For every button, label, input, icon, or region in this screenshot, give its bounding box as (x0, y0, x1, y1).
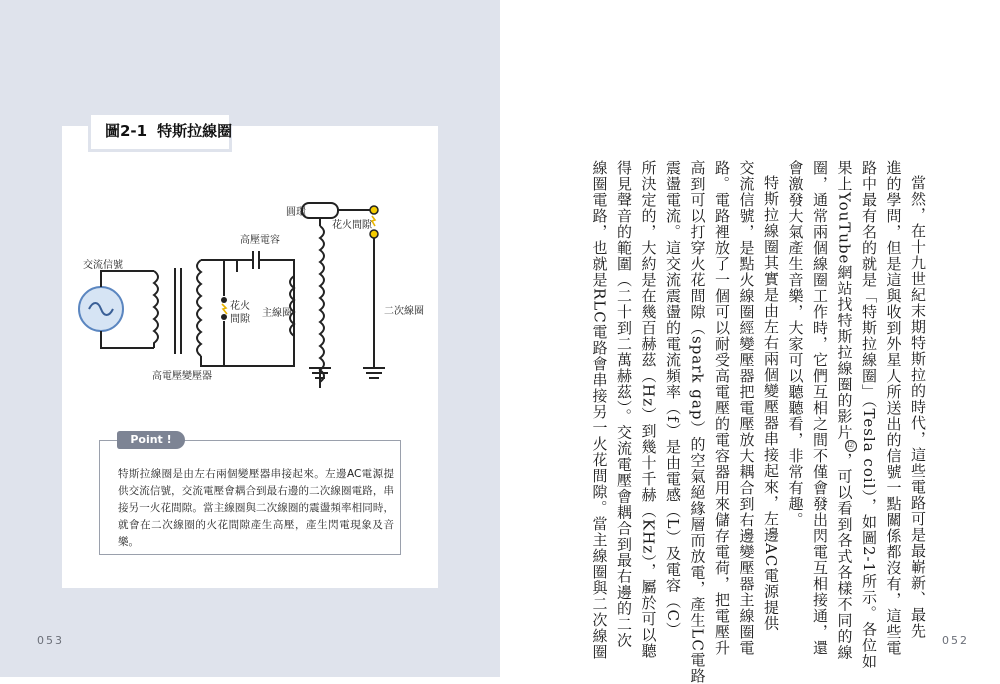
text-column-part: 果上YouTube網站找特斯拉線圈的影片 (835, 160, 854, 441)
text-column: 路中最有名的就是「特斯拉線圈」（Tesla coil），如圖2-1所示。各位如 (860, 160, 878, 670)
text-column: 特斯拉線圈其實是由左右兩個變壓器串接起來，左邊AC電源提供 (762, 175, 780, 632)
label-hv-transformer: 高電壓變壓器 (152, 371, 212, 382)
text-column: 線圈電路，也就是RLC電路會串接另一火花間隙。當主線圈與二次線圈 (590, 160, 609, 660)
label-spark-gap-top: 花火間隙 (332, 220, 372, 231)
label-toroid: 圓環 (286, 207, 306, 218)
text-column: 高到可以打穿火花間隙（spark gap）的空氣絕緣層而放電，產生LC電路 (688, 160, 707, 684)
text-column: 所決定的，大約是在幾百赫茲（Hz）到幾十千赫（KHz），屬於可以聽 (639, 160, 658, 659)
text-column: 路。電路裡放了一個可以耐受高電壓的電容器用來儲存電荷，把電壓升 (713, 160, 731, 656)
spark-gap-electrode-icon (221, 314, 227, 320)
text-column: 會激發大氣產生音樂，大家可以聽聽看，非常有趣。 (786, 160, 805, 528)
text-column: 當然，在十九世紀末期特斯拉的時代，這些電路可是最嶄新、最先 (909, 175, 927, 639)
text-column: 進的學問，但是這與收到外星人所送出的信號一點關係都沒有，這些電 (884, 160, 903, 656)
figure-caption: 特斯拉線圈 (157, 122, 233, 140)
spark-icon (372, 216, 375, 226)
body-text (582, 160, 930, 684)
text-column: 交流信號，是點火線圈經變壓器把電壓放大耦合到右邊變壓器主線圈電 (737, 160, 756, 656)
text-column: 得見聲音的範圍（二十到二萬赫茲）。交流電壓會耦合到最右邊的二次 (615, 160, 633, 649)
footnote-mark: ⑫ (845, 441, 856, 452)
label-secondary-coil: 二次線圈 (384, 306, 424, 317)
label-hv-capacitor: 高壓電容 (240, 235, 280, 246)
text-column: 圈，通常兩個線圈工作時，它們互相之間不僅會發出閃電互相接通，還 (811, 160, 829, 656)
spark-gap-electrode-icon (370, 230, 378, 238)
label-primary-coil: 主線圈 (262, 308, 292, 319)
label-spark-gap-mid-1: 花火 (230, 301, 250, 312)
tesla-coil-schematic (62, 126, 438, 426)
page-number-right: 052 (942, 634, 969, 647)
label-spark-gap-mid-2: 間隙 (230, 314, 250, 325)
point-tag: Point ! (117, 431, 185, 449)
spark-gap-electrode-icon (370, 206, 378, 214)
spark-gap-electrode-icon (221, 297, 227, 303)
page-number-left: 053 (37, 634, 64, 647)
label-ac-signal: 交流信號 (83, 260, 123, 271)
spark-icon (222, 304, 227, 314)
text-column: 震盪電流。這交流震盪的電流頻率（f）是由電感（L）及電容（C） (664, 160, 682, 638)
text-column-part: ，可以看到各式各樣不同的線 (835, 452, 854, 661)
left-page (0, 0, 500, 677)
point-text: 特斯拉線圈是由左右兩個變壓器串接起來。左邊AC電源提供交流信號，交流電壓會耦合到最右邊的二次線圈電路，串接另一火花間隙。當主線圈與二次線圈的震盪頻率相同時，就會在二次線圈的火花間隙產生高壓，產生閃電現象及音樂。 (118, 468, 394, 548)
figure-number: 圖2-1 (105, 122, 148, 140)
text-column (832, 160, 857, 661)
